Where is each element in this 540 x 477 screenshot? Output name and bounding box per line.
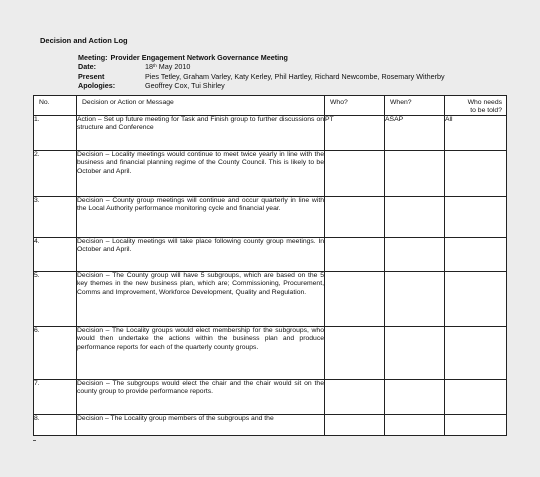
row-number: 7. (34, 380, 77, 415)
row-who (325, 197, 385, 238)
table-row (34, 380, 507, 415)
row-when (385, 415, 445, 436)
row-description: Decision – The Locality groups would elect membership for the subgroups, who would then undertake the actions within the business plan and produce performance reports for each of the quarterly county groups. (77, 327, 325, 380)
apologies-label: Apologies: (78, 81, 116, 91)
table-row (34, 272, 507, 327)
header-told-line2: to be told? (470, 107, 502, 114)
row-number: 1. (34, 116, 77, 151)
row-who (325, 415, 385, 436)
row-when (385, 327, 445, 380)
row-told (445, 327, 507, 380)
meeting-row (78, 53, 445, 62)
header-who: Who? (325, 96, 385, 116)
row-description: Action – Set up future meeting for Task and Finish group to further discussions on structure and Conference (77, 116, 325, 151)
header-told-line1: Who needs (467, 99, 502, 106)
date-value (145, 62, 190, 71)
meeting-label: Meeting: (78, 53, 108, 62)
row-number: 4. (34, 238, 77, 272)
row-number: 5. (34, 272, 77, 327)
date-row (78, 62, 445, 71)
header-no: No. (34, 96, 77, 116)
header-decision: Decision or Action or Message (77, 96, 325, 116)
row-description: Decision – County group meetings will continue and occur quarterly in line with the Local Authority performance monitoring cycle and financial year. (77, 197, 325, 238)
row-told (445, 380, 507, 415)
apologies-value: Geoffrey Cox, Tui Shirley (145, 81, 225, 91)
meeting-value: Provider Engagement Network Governance Meeting (110, 53, 288, 62)
row-when (385, 151, 445, 197)
table-row (34, 151, 507, 197)
row-number: 2. (34, 151, 77, 197)
present-value: Pies Tetley, Graham Varley, Katy Kerley, Phil Hartley, Richard Newcombe, Rosemary Witherby (145, 71, 445, 81)
row-who (325, 380, 385, 415)
row-when (385, 272, 445, 327)
row-told (445, 415, 507, 436)
date-label: Date: (78, 62, 96, 72)
row-who (325, 151, 385, 197)
table-row (34, 238, 507, 272)
header-when: When? (385, 96, 445, 116)
page-edge-mark (33, 438, 36, 441)
row-when (385, 197, 445, 238)
apologies-row (78, 81, 445, 90)
row-who (325, 272, 385, 327)
date-suffix: th (153, 63, 157, 69)
row-told (445, 151, 507, 197)
row-told: All (445, 116, 507, 151)
table-row (34, 415, 507, 436)
row-number: 8. (34, 415, 77, 436)
row-when (385, 238, 445, 272)
row-told (445, 272, 507, 327)
row-who: PT (325, 116, 385, 151)
row-number: 6. (34, 327, 77, 380)
table-row (34, 197, 507, 238)
row-number: 3. (34, 197, 77, 238)
row-when: ASAP (385, 116, 445, 151)
row-told (445, 238, 507, 272)
row-description: Decision – Locality meetings will take place following county group meetings. In October and April. (77, 238, 325, 272)
row-told (445, 197, 507, 238)
table-row (34, 327, 507, 380)
row-who (325, 238, 385, 272)
table-header-row (34, 96, 507, 116)
decision-log-table (33, 95, 507, 436)
row-when (385, 380, 445, 415)
date-rest: May 2010 (156, 62, 191, 72)
row-description: Decision – The subgroups would elect the chair and the chair would sit on the county group to provide performance reports. (77, 380, 325, 415)
meeting-details (78, 53, 445, 91)
date-day: 18 (145, 62, 153, 72)
row-description: Decision – The Locality group members of the subgroups and the (77, 415, 325, 436)
present-row (78, 72, 445, 81)
row-description: Decision – The County group will have 5 subgroups, which are based on the 5 key themes in the new business plan, which are; Commissioning, Procurement, Comms and Improvement, Workforce Development, Quality and Regulation. (77, 272, 325, 327)
row-description: Decision – Locality meetings would continue to meet twice yearly in line with the business and financial planning regime of the County Council. This is likely to be October and April. (77, 151, 325, 197)
table-row (34, 116, 507, 151)
present-label: Present (78, 71, 105, 81)
document-title: Decision and Action Log (40, 36, 128, 45)
header-who-needs-told (445, 96, 507, 116)
row-who (325, 327, 385, 380)
